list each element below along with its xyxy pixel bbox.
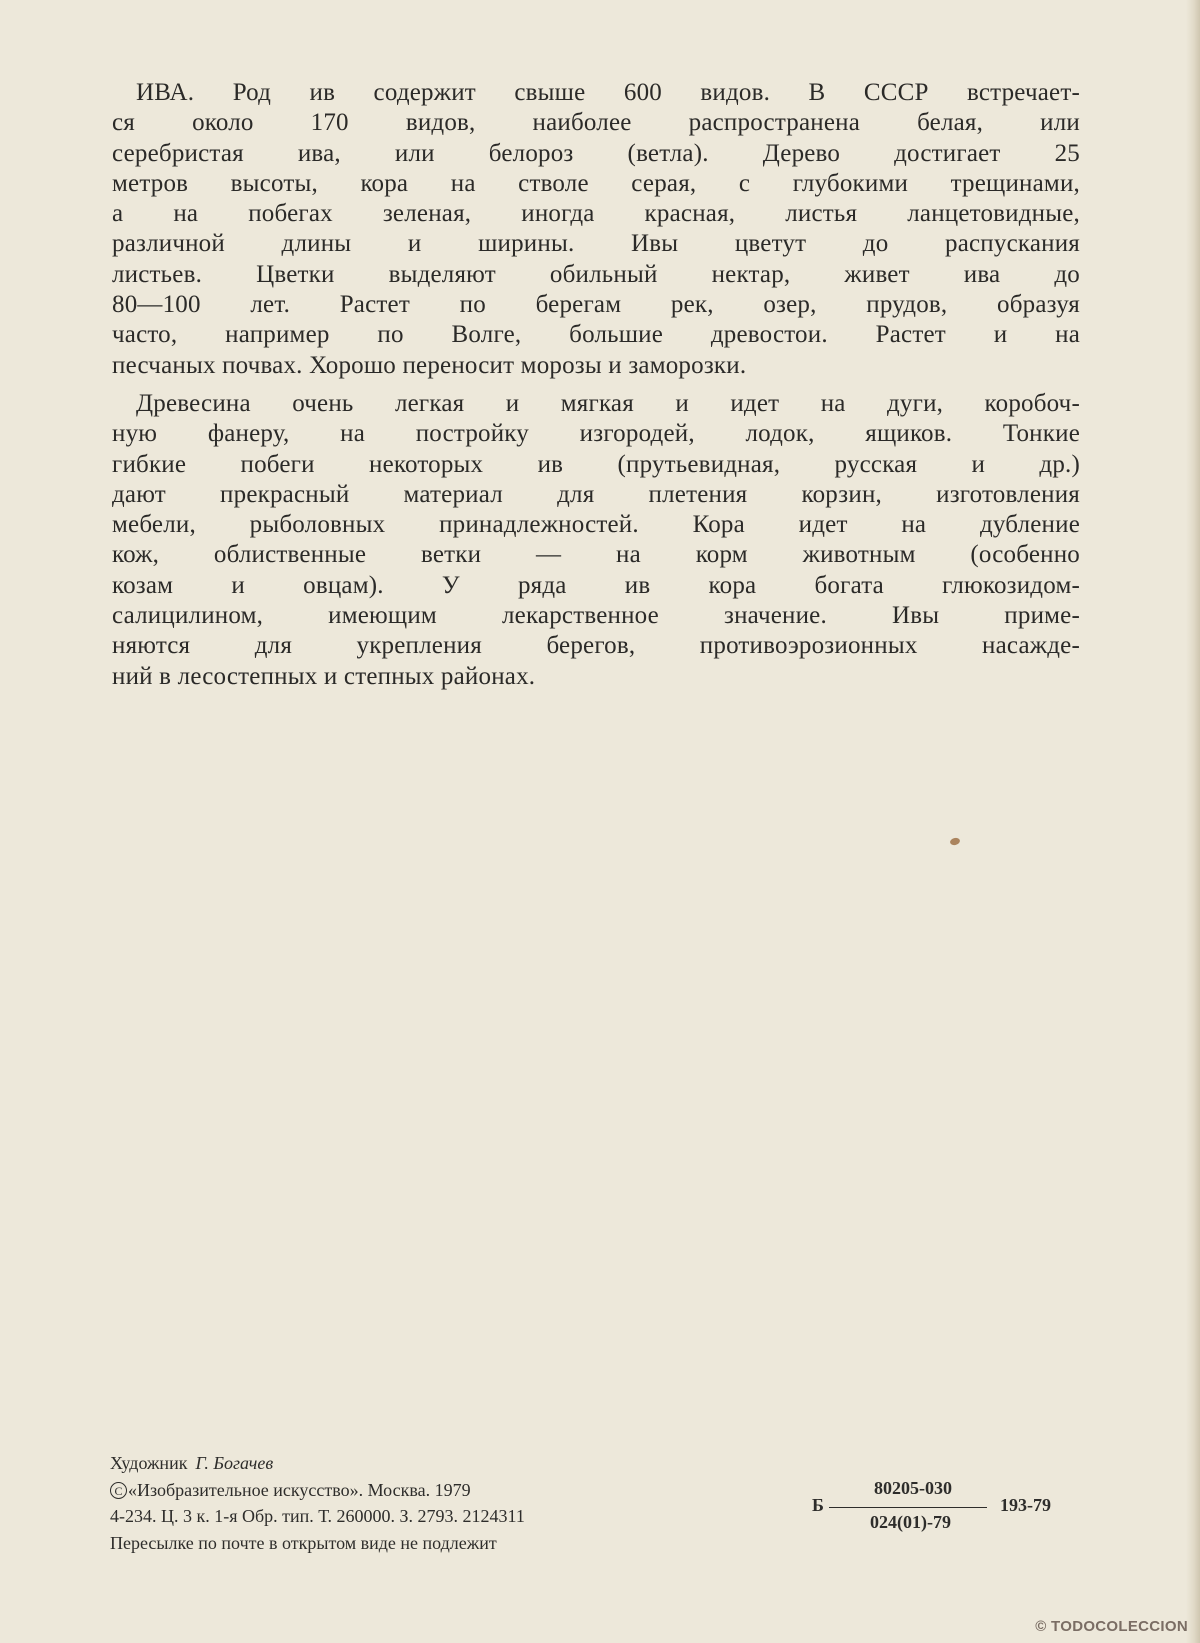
text-line: различной длины и ширины. Ивы цветут до распускания xyxy=(112,230,1080,258)
paragraph-willow-description xyxy=(112,78,1080,381)
text-line: ИВА. Род ив содержит свыше 600 видов. В СССР встречает- xyxy=(136,79,1080,106)
fraction-bar xyxy=(829,1507,987,1508)
index-letter: Б xyxy=(812,1495,824,1515)
article-body xyxy=(112,78,1080,692)
text-line: няются для укрепления берегов, противоэрозионных насажде- xyxy=(112,632,1080,660)
text-line: кож, облиственные ветки — на корм животным (особенно xyxy=(112,541,1080,569)
text-line: часто, например по Волге, большие древостои. Растет и на xyxy=(112,321,1080,349)
artist-credit xyxy=(110,1450,730,1477)
page-edge xyxy=(1186,0,1200,1643)
publication-index-code xyxy=(812,1478,1092,1548)
text-line: а на побегах зеленая, иногда красная, листья ланцетовидные, xyxy=(112,200,1080,228)
text-line: серебристая ива, или белороз (ветла). Дерево достигает 25 xyxy=(112,139,1080,167)
index-suffix: 193-79 xyxy=(1000,1495,1051,1515)
postal-note: Пересылке по почте в открытом виде не подлежит xyxy=(110,1532,497,1553)
index-denominator: 024(01)-79 xyxy=(870,1512,951,1532)
artist-label: Художник xyxy=(110,1453,188,1473)
copyright-line xyxy=(110,1477,730,1504)
copyright-icon: C xyxy=(110,1482,127,1499)
text-line: дают прекрасный материал для плетения корзин, изготовления xyxy=(112,480,1080,508)
text-line: листьев. Цветки выделяют обильный нектар, живет ива до xyxy=(112,260,1080,288)
paper-stain xyxy=(949,837,960,846)
artist-name: Г. Богачев xyxy=(195,1453,274,1473)
index-numerator: 80205-030 xyxy=(874,1478,952,1498)
watermark: © TODOCOLECCION xyxy=(1035,1618,1188,1635)
text-line: гибкие побеги некоторых ив (прутьевидная, русская и др.) xyxy=(112,450,1080,478)
imprint-block xyxy=(110,1450,730,1556)
paragraph-willow-uses xyxy=(112,389,1080,692)
text-line: ся около 170 видов, наиболее распространена белая, или xyxy=(112,109,1080,137)
publisher-text: «Изобразительное искусство». Москва. 1979 xyxy=(128,1479,471,1500)
text-line: ную фанеру, на постройку изгородей, лодок, ящиков. Тонкие xyxy=(112,420,1080,448)
text-line: мебели, рыболовных принадлежностей. Кора идет на дубление xyxy=(112,511,1080,539)
print-info: 4-234. Ц. 3 к. 1-я Обр. тип. Т. 260000. З. 2793. 2124311 xyxy=(110,1506,525,1526)
text-line: козам и овцам). У ряда ив кора богата глюкозидом- xyxy=(112,571,1080,599)
text-line: метров высоты, кора на стволе серая, с глубокими трещинами, xyxy=(112,169,1080,197)
text-line: Древесина очень легкая и мягкая и идет на дуги, коробоч- xyxy=(136,389,1080,417)
text-line: ний в лесостепных и степных районах. xyxy=(112,662,536,690)
text-line: салицилином, имеющим лекарственное значение. Ивы приме- xyxy=(112,602,1080,630)
text-line: 80—100 лет. Растет по берегам рек, озер, прудов, образуя xyxy=(112,291,1080,319)
text-line: песчаных почвах. Хорошо переносит морозы и заморозки. xyxy=(112,351,747,379)
